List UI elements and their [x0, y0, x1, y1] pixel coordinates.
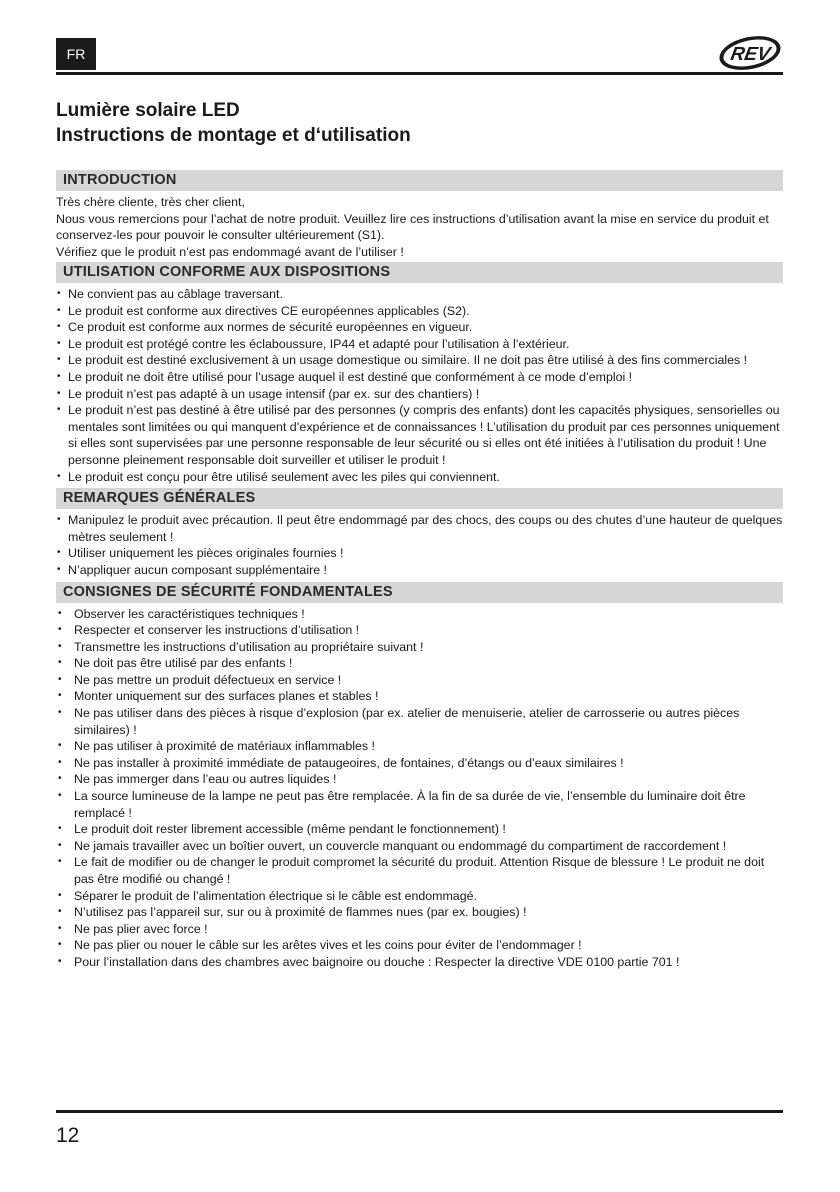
list-item: • N’utilisez pas l’appareil sur, sur ou à proximité de flammes nues (par ex. bougies) ! [56, 904, 783, 921]
svg-text:REV: REV [729, 44, 772, 65]
title-line-2: Instructions de montage et d‘utilisation [56, 125, 411, 146]
footer-divider [56, 1110, 783, 1113]
list-item: • Manipulez le produit avec précaution. Il peut être endommagé par des chocs, des coups ou des chutes d’une hauteur de quelques mètres seulement ! [56, 512, 783, 545]
page-header [56, 34, 783, 74]
rev-logo [717, 34, 783, 72]
list-item: • N’appliquer aucun composant supplémentaire ! [56, 562, 783, 579]
list-item: • Le fait de modifier ou de changer le produit compromet la sécurité du produit. Attention Risque de blessure ! Le produit ne doit pas être modifié ou changé ! [56, 854, 783, 887]
list-item: • Utiliser uniquement les pièces originales fournies ! [56, 545, 783, 562]
page-number: 12 [56, 1124, 80, 1147]
list-item: • Le produit est conforme aux directives CE européennes applicables (S2). [56, 303, 783, 320]
list-item: • Ne pas plier avec force ! [56, 921, 783, 938]
section-heading-introduction: INTRODUCTION [56, 170, 783, 191]
intro-paragraph: Nous vous remercions pour l’achat de notre produit. Veuillez lire ces instructions d’utilisation avant la mise en service du produit et conservez-les pour pouvoir le consulter ultérieurement (S1). [56, 211, 769, 242]
list-item: • Observer les caractéristiques techniques ! [56, 606, 783, 623]
list-item: • Ce produit est conforme aux normes de sécurité européennes en vigueur. [56, 319, 783, 336]
list-item: • Ne pas plier ou nouer le câble sur les arêtes vives et les coins pour éviter de l’endommager ! [56, 937, 783, 954]
list-item: • Transmettre les instructions d’utilisation au propriétaire suivant ! [56, 639, 783, 656]
document-title [56, 98, 783, 148]
remarques-list [56, 512, 783, 578]
header-divider [56, 72, 783, 75]
intro-paragraph: Très chère cliente, très cher client, [56, 195, 245, 209]
list-item: • Le produit doit rester librement accessible (même pendant le fonctionnement) ! [56, 821, 783, 838]
list-item: • Ne pas installer à proximité immédiate de pataugeoires, de fontaines, d’étangs ou d’eaux similaires ! [56, 755, 783, 772]
list-item: • Ne pas utiliser dans des pièces à risque d’explosion (par ex. atelier de menuiserie, atelier de carrosserie ou autres pièces similaires) ! [56, 705, 783, 738]
list-item: • La source lumineuse de la lampe ne peut pas être remplacée. À la fin de sa durée de vie, l’ensemble du luminaire doit être remplacé ! [56, 788, 783, 821]
list-item: • Le produit n’est pas adapté à un usage intensif (par ex. sur des chantiers) ! [56, 386, 783, 403]
intro-paragraph: Vérifiez que le produit n’est pas endommagé avant de l’utiliser ! [56, 244, 404, 259]
list-item: • Respecter et conserver les instructions d’utilisation ! [56, 622, 783, 639]
list-item: • Ne pas utiliser à proximité de matériaux inflammables ! [56, 738, 783, 755]
title-line-1: Lumière solaire LED [56, 100, 240, 121]
section-heading-remarques: REMARQUES GÉNÉRALES [56, 488, 783, 509]
list-item: • Le produit est protégé contre les éclaboussure, IP44 et adapté pour l’utilisation à l’extérieur. [56, 336, 783, 353]
list-item: • Ne convient pas au câblage traversant. [56, 286, 783, 303]
language-badge: FR [56, 38, 96, 70]
utilisation-list [56, 286, 783, 485]
list-item: • Le produit n’est pas destiné à être utilisé par des personnes (y compris des enfants) dont les capacités physiques, sensorielles ou mentales sont limitées ou qui manquent d’expérience et de connaissances ! L’utilisation du produit par ces personnes uniquement si elles sont supervisées par une personne responsable de leur sécurité ou si elles ont été initiées à l’utilisation du produit ! Une personne pleinement responsable doit surveiller et utiliser le produit ! [56, 402, 783, 468]
list-item: • Ne jamais travailler avec un boîtier ouvert, un couvercle manquant ou endommagé du compartiment de raccordement ! [56, 838, 783, 855]
list-item: • Ne pas mettre un produit défectueux en service ! [56, 672, 783, 689]
list-item: • Séparer le produit de l’alimentation électrique si le câble est endommagé. [56, 888, 783, 905]
section-heading-consignes: CONSIGNES DE SÉCURITÉ FONDAMENTALES [56, 582, 783, 603]
section-heading-utilisation: UTILISATION CONFORME AUX DISPOSITIONS [56, 262, 783, 283]
document-body [56, 170, 783, 974]
list-item: • Ne pas immerger dans l’eau ou autres liquides ! [56, 771, 783, 788]
consignes-list [56, 606, 783, 971]
list-item: • Ne doit pas être utilisé par des enfants ! [56, 655, 783, 672]
list-item: • Monter uniquement sur des surfaces planes et stables ! [56, 688, 783, 705]
list-item: • Le produit est conçu pour être utilisé seulement avec les piles qui conviennent. [56, 469, 783, 486]
list-item: • Le produit est destiné exclusivement à un usage domestique ou similaire. Il ne doit pas être utilisé à des fins commerciales ! [56, 352, 783, 369]
list-item: • Le produit ne doit être utilisé pour l’usage auquel il est destiné que conformément à ce mode d’emploi ! [56, 369, 783, 386]
list-item: • Pour l’installation dans des chambres avec baignoire ou douche : Respecter la directive VDE 0100 partie 701 ! [56, 954, 783, 971]
